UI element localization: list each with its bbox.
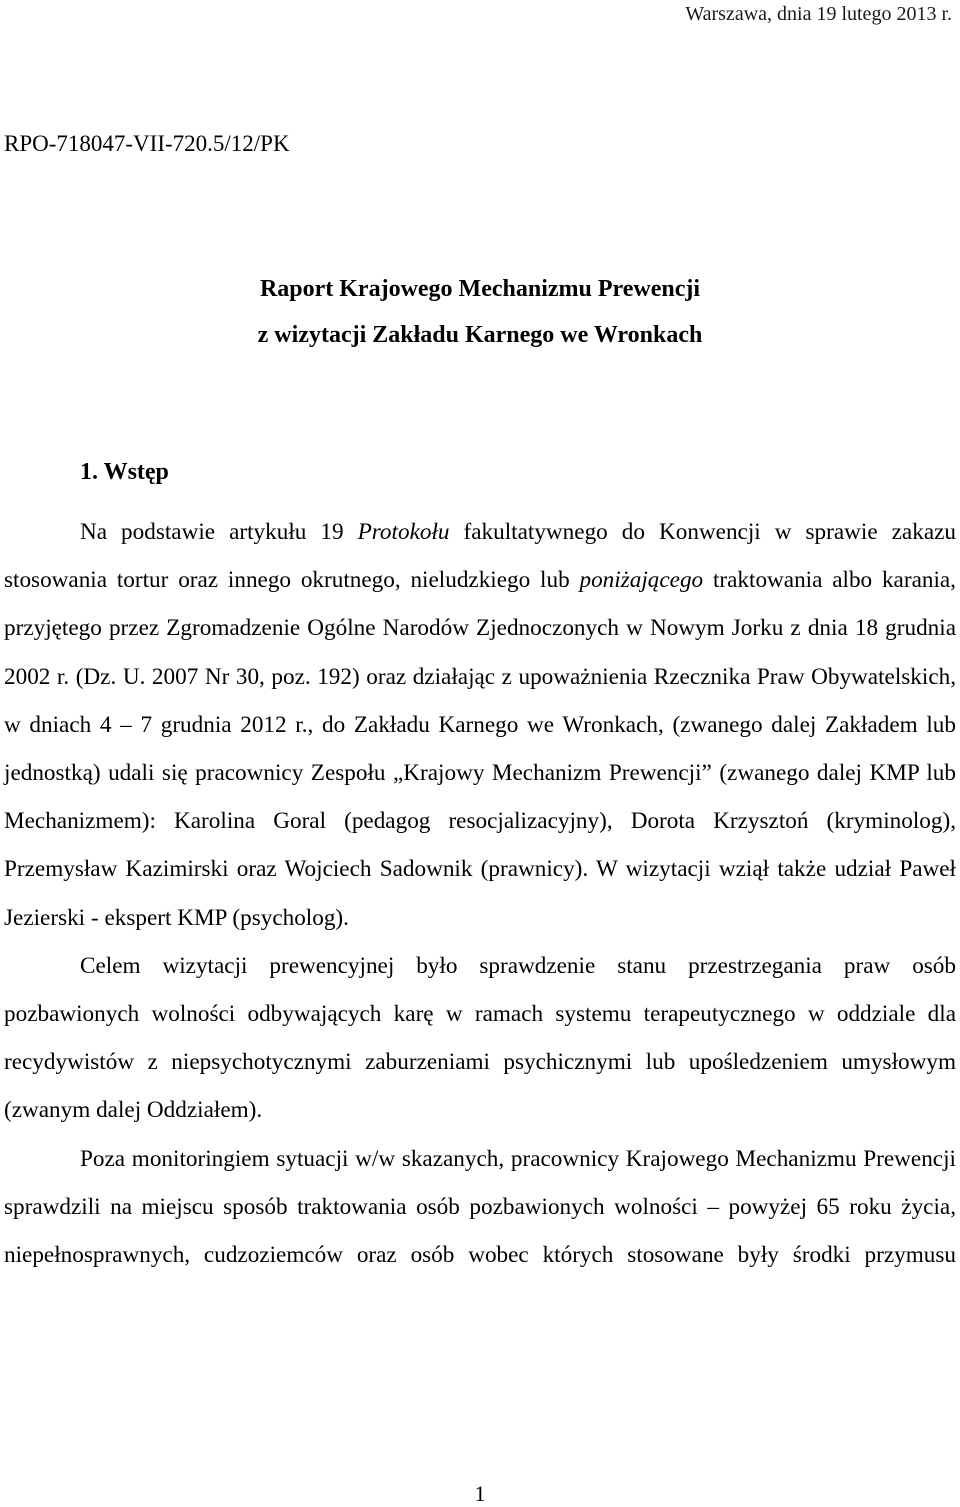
document-date: Warszawa, dnia 19 lutego 2013 r.: [685, 3, 952, 25]
paragraph-1-text-c: traktowania albo karania, przyjętego przez Zgromadzenie Ogólne Narodów Zjednoczonych w Nowym Jorku z dnia 18 grudnia 2002 r. (Dz. U. 2007 Nr 30, poz. 192) oraz działając z upoważnienia Rzecznika Praw Obywatelskich, w dniach 4 – 7 grudnia 2012 r., do Zakładu Karnego we Wronkach, (zwanego dalej Zakładem lub jednostką) udali się pracownicy Zespołu „Krajowy Mechanizm Prewencji” (zwanego dalej KMP lub Mechanizmem): Karolina Goral (pedagog resocjalizacyjny), Dorota Krzysztoń (kryminolog), Przemysław Kazimirski oraz Wojciech Sadownik (prawnicy). W wizytacji wziął także udział Paweł Jezierski - ekspert KMP (psycholog).: [4, 567, 956, 931]
paragraph-1-italic-protocol: Protokołu: [357, 519, 450, 545]
report-title-line-1: Raport Krajowego Mechanizmu Prewencji: [259, 276, 701, 302]
paragraph-introduction: [4, 508, 956, 942]
paragraph-1-text-b: fakultatywnego do Konwencji w sprawie zakazu stosowania tortur oraz innego okrutnego, nieludzkiego lub: [4, 519, 956, 594]
paragraph-1-italic-degrading: poniżającego: [579, 567, 704, 594]
reference-number: RPO-718047-VII-720.5/12/PK: [4, 131, 290, 156]
page-number: 1: [474, 1481, 486, 1506]
paragraph-purpose: Celem wizytacji prewencyjnej było sprawdzenie stanu przestrzegania praw osób pozbawionych wolności odbywających karę w ramach systemu terapeutycznego w oddziale dla recydywistów z niepsychotycznymi zaburzeniami psychicznymi lub upośledzeniem umysłowym (zwanym dalej Oddziałem).: [4, 952, 956, 1124]
report-title-line-2: z wizytacji Zakładu Karnego we Wronkach: [257, 322, 703, 348]
paragraph-monitoring: Poza monitoringiem sytuacji w/w skazanych, pracownicy Krajowego Mechanizmu Prewencji sprawdzili na miejscu sposób traktowania osób pozbawionych wolności – powyżej 65 roku życia, niepełnosprawnych, cudzoziemców oraz osób wobec których stosowane były środki przymusu: [4, 1145, 956, 1269]
section-body: [4, 508, 956, 1279]
paragraph-1-text-a: Na podstawie artykułu 19: [80, 519, 358, 545]
section-heading: 1. Wstęp: [80, 459, 169, 485]
report-title: [0, 266, 960, 358]
